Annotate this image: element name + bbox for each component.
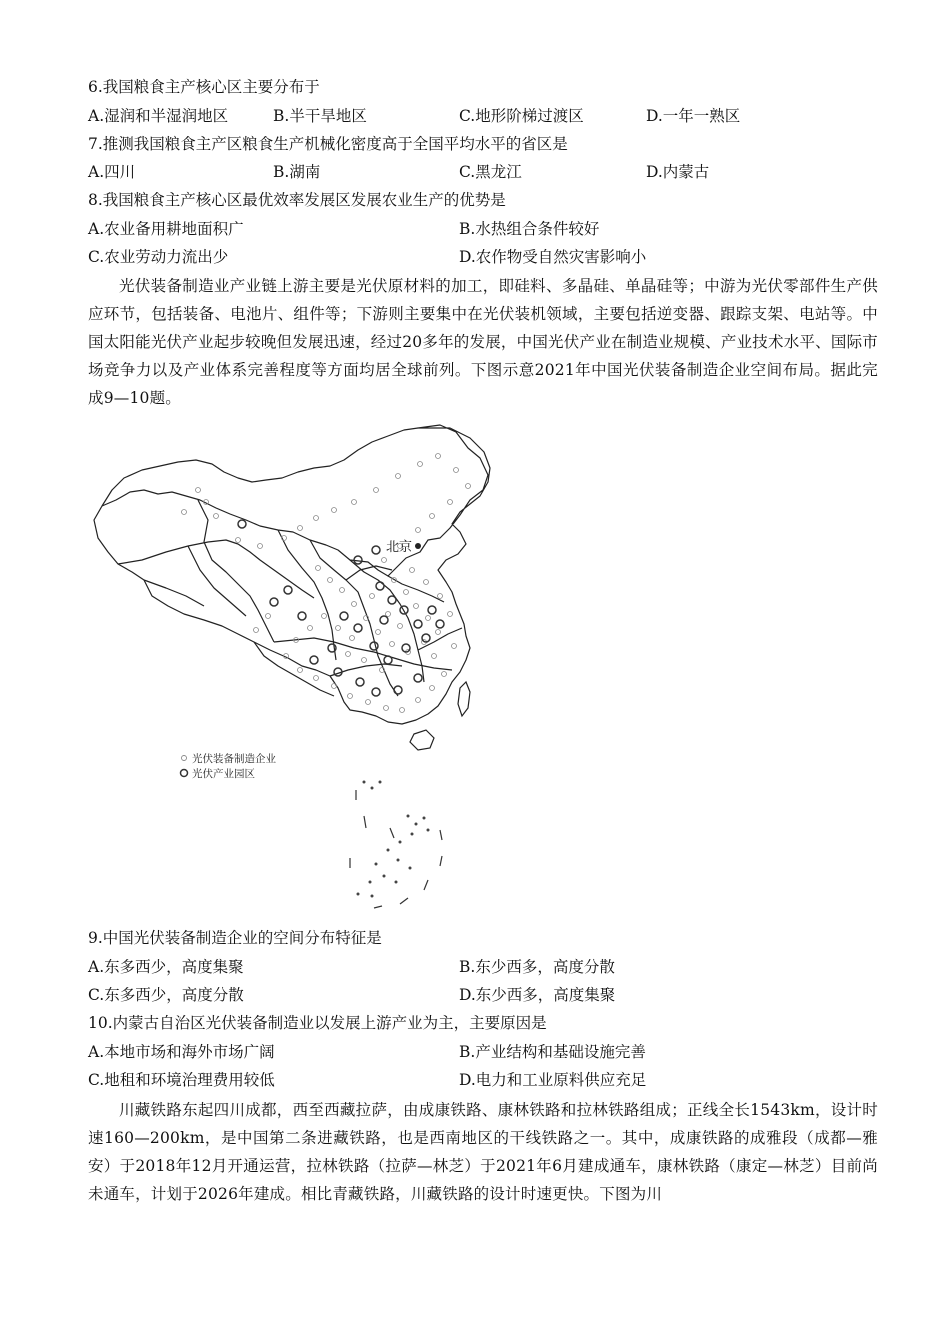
map-outline bbox=[94, 425, 490, 724]
q9-option-d: D.东少西多，高度集聚 bbox=[459, 986, 616, 1004]
legend-park-label: 光伏产业园区 bbox=[192, 768, 255, 780]
q10-option-c: C.地租和环境治理费用较低 bbox=[88, 1071, 275, 1089]
question-10-stem: 10.内蒙古自治区光伏装备制造业以发展上游产业为主，主要原因是 bbox=[88, 1014, 547, 1032]
china-pv-map bbox=[88, 420, 498, 910]
passage-pv-industry: 光伏装备制造业产业链上游主要是光伏原材料的加工，即硅料、多晶硅、单晶硅等；中游为光伏零部件生产供应环节，包括装备、电池片、组件等；下游则主要集中在光伏装机领域，主要包括逆变器、跟踪支架、电站等。中国太阳能光伏产业起步较晚但发展迅速，经过20多年的发展，中国光伏产业在制造业规模、产业技术水平、国际市场竞争力以及产业体系完善程度等方面均居全球前列。下图示意2021年中国光伏装备制造企业空间布局。据此完成9—10题。 bbox=[88, 277, 878, 407]
beijing-label: 北京 bbox=[386, 540, 413, 555]
taiwan-island bbox=[410, 682, 470, 750]
sea-boundary-dashes bbox=[350, 790, 442, 908]
south-china-sea-islands bbox=[357, 781, 430, 898]
q8-option-c: C.农业劳动力流出少 bbox=[88, 248, 229, 266]
question-7-stem: 7.推测我国粮食主产区粮食生产机械化密度高于全国平均水平的省区是 bbox=[88, 135, 568, 153]
question-6-stem: 6.我国粮食主产核心区主要分布于 bbox=[88, 78, 320, 96]
q7-option-b: B.湖南 bbox=[273, 163, 321, 181]
q9-option-c: C.东多西少，高度分散 bbox=[88, 986, 244, 1004]
legend-enterprise-symbol bbox=[182, 756, 187, 761]
question-9-stem: 9.中国光伏装备制造企业的空间分布特征是 bbox=[88, 929, 382, 947]
map-legend bbox=[181, 752, 277, 780]
q9-option-b: B.东少西多，高度分散 bbox=[459, 958, 615, 976]
q7-option-a: A.四川 bbox=[88, 163, 136, 181]
legend-enterprise-label: 光伏装备制造企业 bbox=[192, 753, 276, 765]
q9-option-a: A.东多西少，高度集聚 bbox=[88, 958, 244, 976]
q8-option-a: A.农业备用耕地面积广 bbox=[88, 220, 244, 238]
q7-option-d: D.内蒙古 bbox=[646, 163, 710, 181]
q10-option-a: A.本地市场和海外市场广阔 bbox=[88, 1043, 275, 1061]
q10-option-b: B.产业结构和基础设施完善 bbox=[459, 1043, 646, 1061]
pv-park-circles bbox=[238, 520, 444, 696]
q6-option-d: D.一年一熟区 bbox=[646, 107, 741, 125]
passage-railway: 川藏铁路东起四川成都，西至西藏拉萨，由成康铁路、康林铁路和拉林铁路组成；正线全长1543km，设计时速160—200km，是中国第二条进藏铁路，也是西南地区的干线铁路之一。其中，成康铁路的成雅段（成都—雅安）于2018年12月开通运营，拉林铁路（拉萨—林芝）于2021年6月建成通车，康林铁路（康定—林芝）目前尚未通车，计划于2026年建成。相比青藏铁路，川藏铁路的设计时速更快。下图为川 bbox=[88, 1101, 878, 1203]
q7-option-c: C.黑龙江 bbox=[459, 163, 522, 181]
q6-option-b: B.半干旱地区 bbox=[273, 107, 367, 125]
q6-option-a: A.湿润和半湿润地区 bbox=[88, 107, 229, 125]
q6-option-c: C.地形阶梯过渡区 bbox=[459, 107, 584, 125]
question-8-stem: 8.我国粮食主产核心区最优效率发展区发展农业生产的优势是 bbox=[88, 191, 506, 209]
q8-option-b: B.水热组合条件较好 bbox=[459, 220, 600, 238]
q8-option-d: D.农作物受自然灾害影响小 bbox=[459, 248, 647, 266]
legend-park-symbol bbox=[181, 770, 188, 777]
q10-option-d: D.电力和工业原料供应充足 bbox=[459, 1071, 647, 1089]
beijing-marker bbox=[386, 539, 421, 555]
